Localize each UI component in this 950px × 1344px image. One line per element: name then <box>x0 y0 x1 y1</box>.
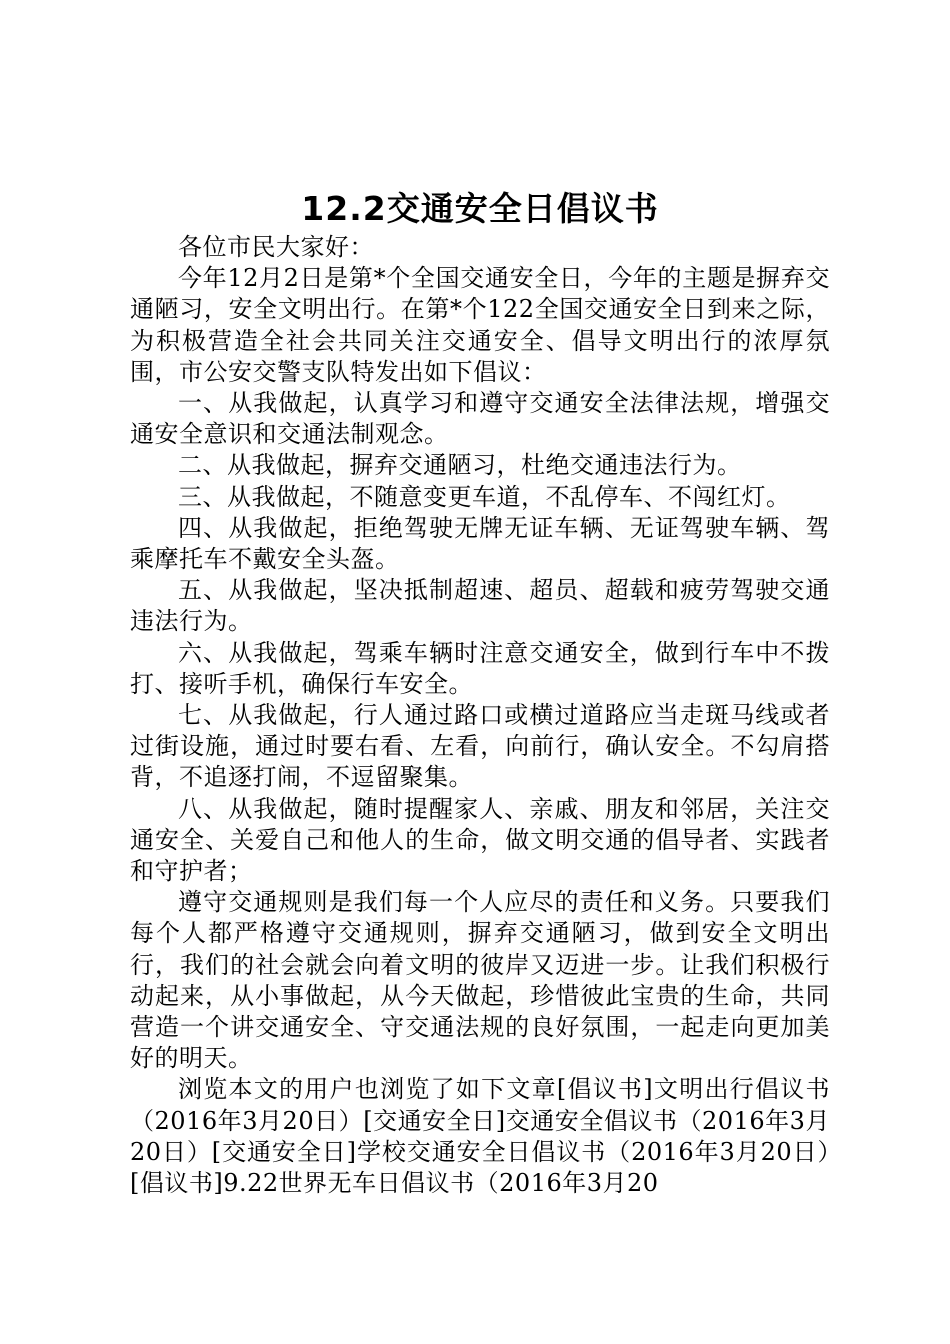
proposal-item-3: 三、从我做起，不随意变更车道，不乱停车、不闯红灯。 <box>178 482 791 511</box>
proposal-item-6: 六、从我做起，驾乘车辆时注意交通安全，做到行车中不拨打、接听手机，确保行车安全。 <box>130 638 830 698</box>
proposal-item-1: 一、从我做起，认真学习和遵守交通安全法律法规，增强交通安全意识和交通法制观念。 <box>130 389 830 449</box>
closing-paragraph: 遵守交通规则是我们每一个人应尽的责任和义务。只要我们每个人都严格遵守交通规则，摒弃交通陋习，做到安全文明出行，我们的社会就会向着文明的彼岸又迈进一步。让我们积极行动起来，从小事做起，从今天做起，珍惜彼此宝贵的生命，共同营造一个讲交通安全、守交通法规的良好氛围，一起走向更加美好的明天。 <box>130 888 830 1073</box>
proposal-item-7: 七、从我做起，行人通过路口或横过道路应当走斑马线或者过街设施，通过时要右看、左看，向前行，确认安全。不勾肩搭背，不追逐打闹，不逗留聚集。 <box>130 701 830 792</box>
related-articles-paragraph: 浏览本文的用户也浏览了如下文章[倡议书]文明出行倡议书（2016年3月20日）[交通安全日]交通安全倡议书（2016年3月20日）[交通安全日]学校交通安全日倡议书（2016年3月20日）[倡议书]9.22世界无车日倡议书（2016年3月20 <box>130 1075 830 1198</box>
document-body <box>130 232 830 1199</box>
proposal-item-2: 二、从我做起，摒弃交通陋习，杜绝交通违法行为。 <box>178 451 742 480</box>
proposal-item-4: 四、从我做起，拒绝驾驶无牌无证车辆、无证驾驶车辆、驾乘摩托车不戴安全头盔。 <box>130 513 830 574</box>
document-title: 12.2交通安全日倡议书 <box>301 189 659 228</box>
proposal-item-8: 八、从我做起，随时提醒家人、亲戚、朋友和邻居，关注交通安全、关爱自己和他人的生命，做文明交通的倡导者、实践者和守护者； <box>130 794 830 886</box>
intro-paragraph: 今年12月2日是第*个全国交通安全日，今年的主题是摒弃交通陋习，安全文明出行。在第*个122全国交通安全日到来之际，为积极营造全社会共同关注交通安全、倡导文明出行的浓厚氛围，市公安交警支队特发出如下倡议： <box>130 264 830 386</box>
greeting-paragraph: 各位市民大家好： <box>178 233 374 261</box>
proposal-item-5: 五、从我做起，坚决抵制超速、超员、超载和疲劳驾驶交通违法行为。 <box>130 576 830 636</box>
